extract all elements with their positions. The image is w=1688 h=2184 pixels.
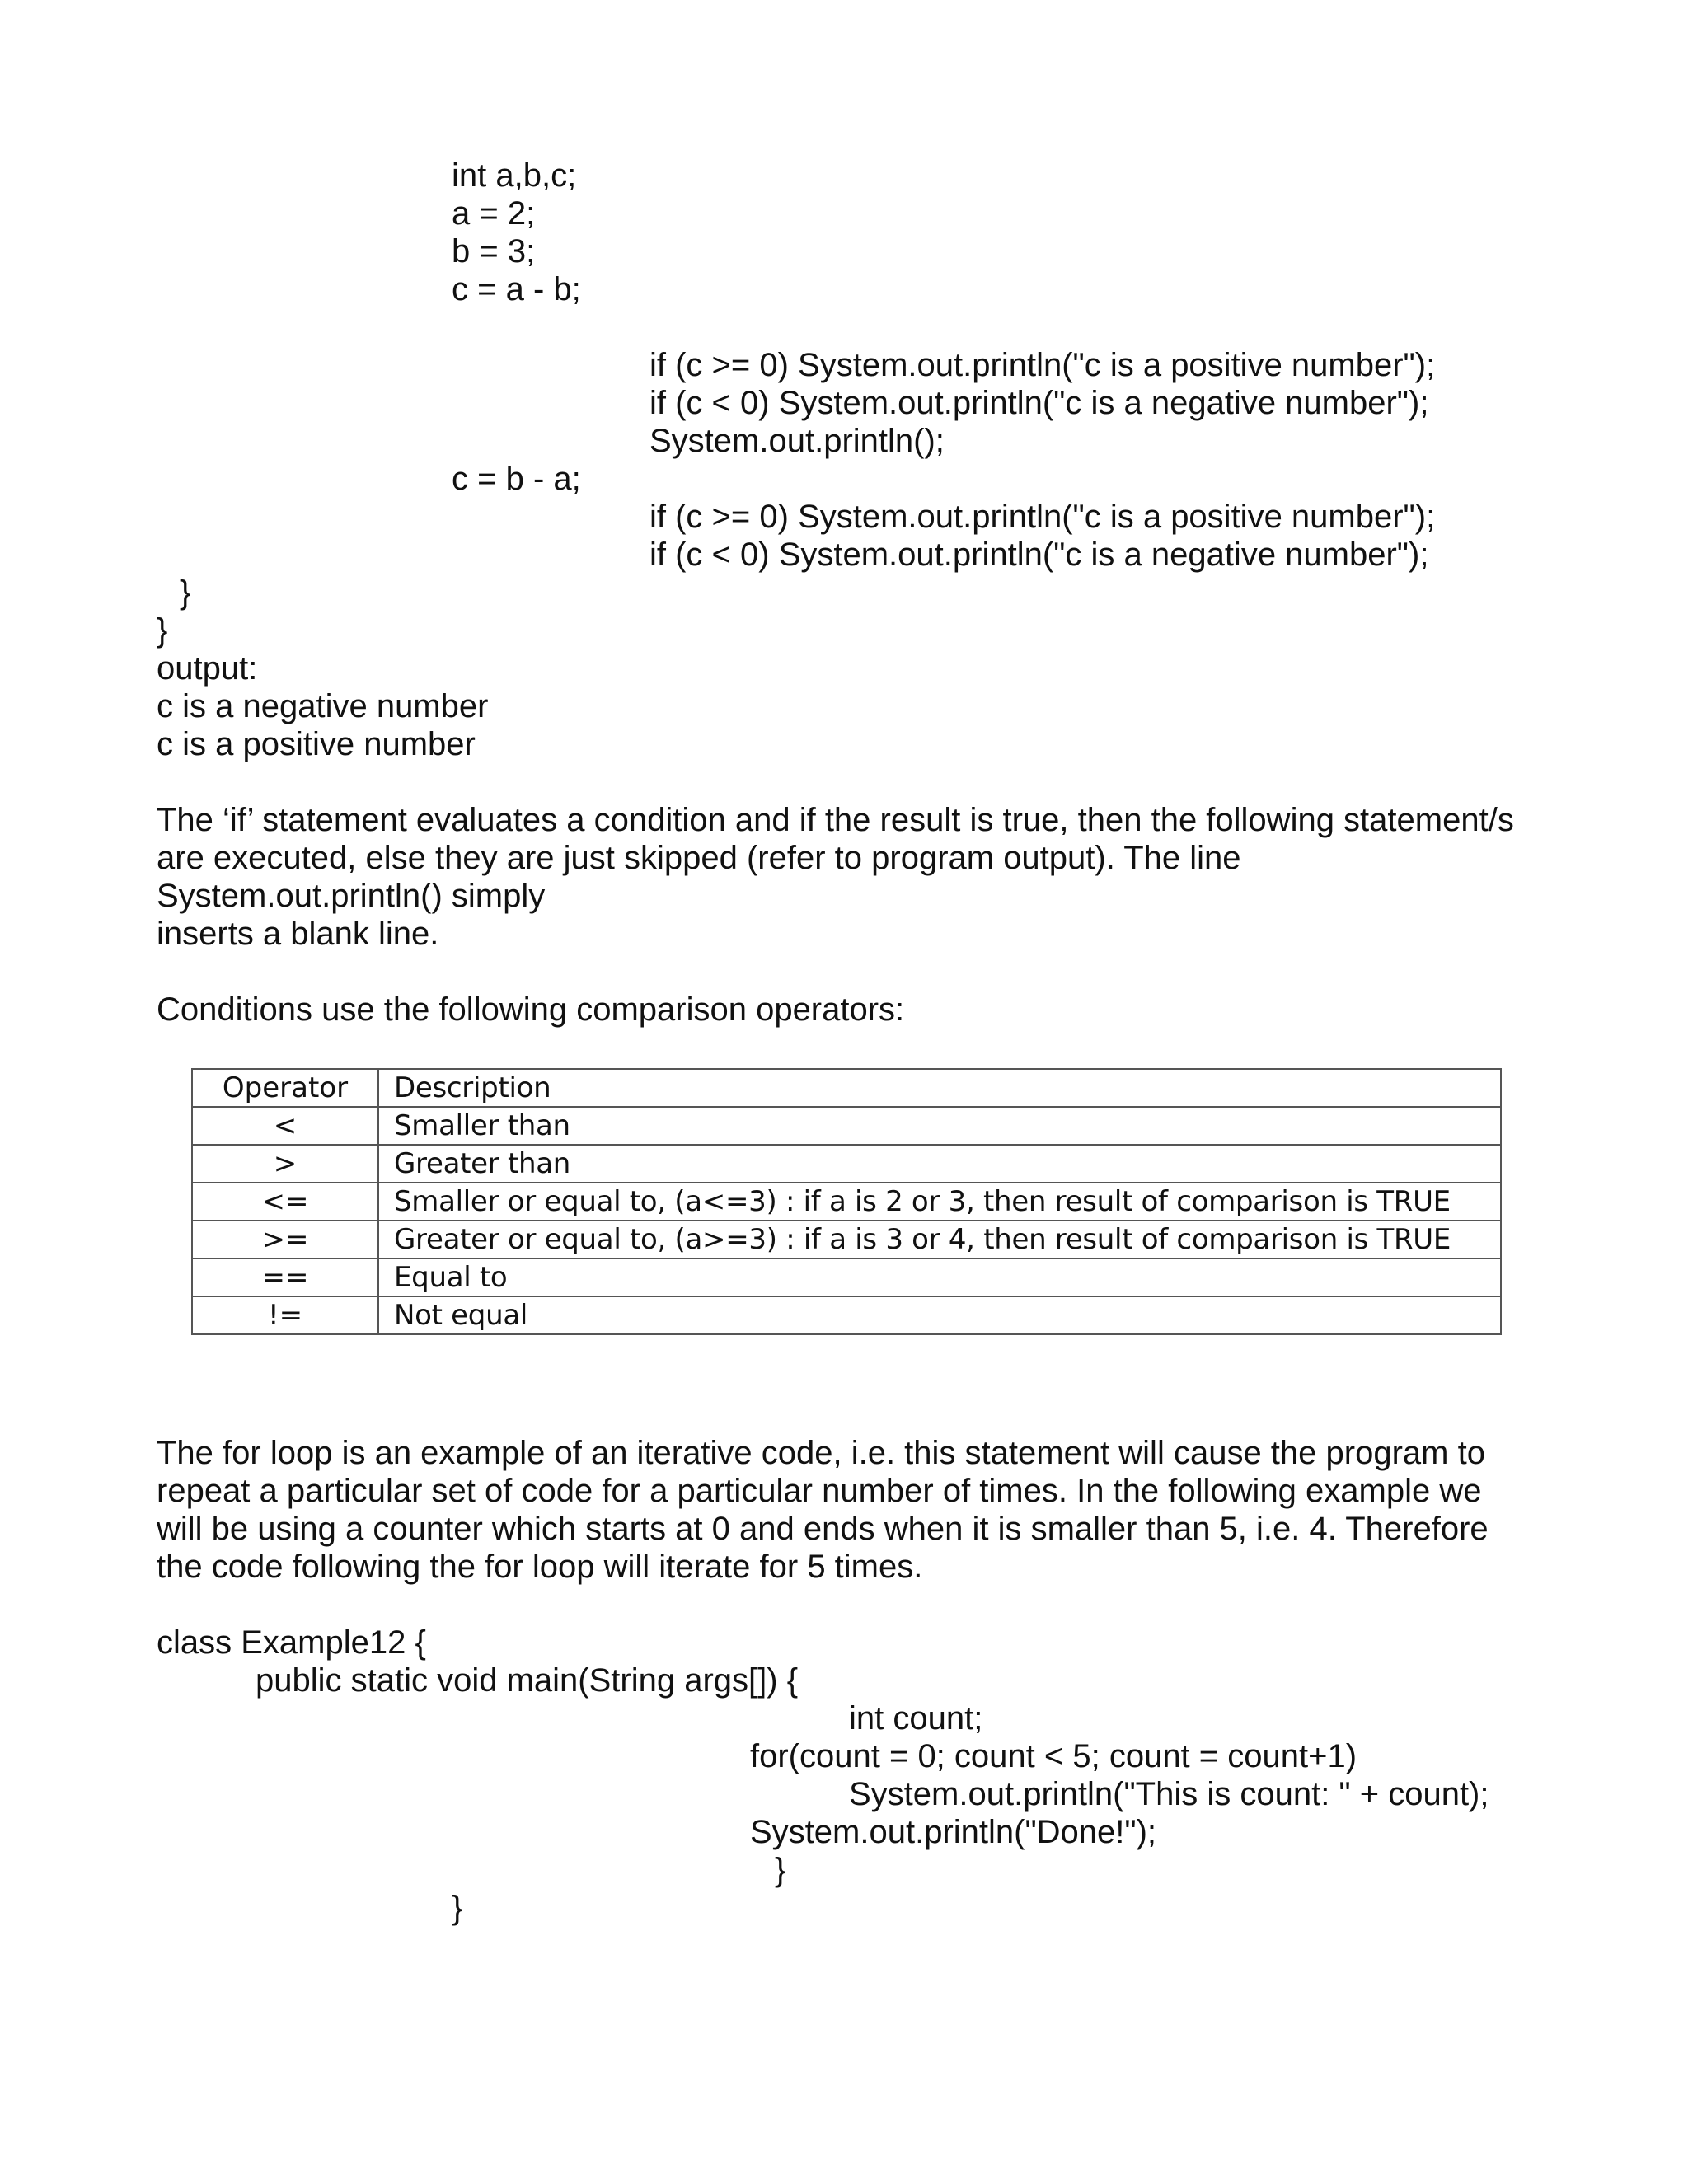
table-row	[192, 1145, 1501, 1183]
operators-intro: Conditions use the following comparison operators:	[157, 991, 905, 1028]
table-header-description: Description	[378, 1069, 1501, 1107]
table-row	[192, 1221, 1501, 1258]
code-line: }	[452, 1890, 463, 1926]
operator-cell: >	[192, 1145, 378, 1183]
paragraph-if	[157, 801, 1541, 953]
paragraph-line: The ‘if’ statement evaluates a condition and if the result is true, then the following statement/s	[157, 802, 1514, 838]
code-line: for(count = 0; count < 5; count = count+1)	[750, 1738, 1357, 1774]
output-label: output:	[157, 650, 258, 687]
table-row	[192, 1258, 1501, 1296]
code-line: c = a - b;	[452, 271, 581, 307]
code-line: a = 2;	[452, 195, 536, 232]
operator-cell: >=	[192, 1221, 378, 1258]
code-line: int a,b,c;	[452, 157, 577, 194]
operator-cell: ==	[192, 1258, 378, 1296]
output-line: c is a negative number	[157, 688, 489, 724]
code-line: }	[157, 612, 168, 649]
description-cell: Greater than	[378, 1145, 1501, 1183]
paragraph-line: the code following the for loop will iterate for 5 times.	[157, 1549, 923, 1585]
paragraph-line: will be using a counter which starts at 0 and ends when it is smaller than 5, i.e. 4. Therefore	[157, 1511, 1489, 1547]
table-header-row	[192, 1069, 1501, 1107]
description-cell: Equal to	[378, 1258, 1501, 1296]
code-line: if (c >= 0) System.out.println("c is a positive number");	[649, 499, 1436, 535]
code-line: System.out.println("Done!");	[750, 1814, 1157, 1850]
paragraph-line: The for loop is an example of an iterative code, i.e. this statement will cause the program to	[157, 1435, 1485, 1471]
operator-cell: <	[192, 1107, 378, 1145]
table-row	[192, 1107, 1501, 1145]
code-line: if (c >= 0) System.out.println("c is a positive number");	[649, 347, 1436, 383]
paragraph-for	[157, 1434, 1541, 1586]
code-line: c = b - a;	[452, 461, 581, 497]
code-line: public static void main(String args[]) {	[256, 1662, 799, 1699]
code-line: class Example12 {	[157, 1624, 426, 1661]
table-header-operator: Operator	[192, 1069, 378, 1107]
paragraph-line: inserts a blank line.	[157, 916, 439, 952]
code-line: System.out.println("This is count: " + count);	[849, 1776, 1489, 1812]
operator-table	[191, 1068, 1502, 1335]
description-cell: Not equal	[378, 1296, 1501, 1334]
code-line: if (c < 0) System.out.println("c is a negative number");	[649, 537, 1429, 573]
code-line: }	[775, 1852, 786, 1888]
output-line: c is a positive number	[157, 726, 476, 762]
operator-cell: !=	[192, 1296, 378, 1334]
table-row	[192, 1183, 1501, 1221]
description-cell: Smaller or equal to, (a<=3) : if a is 2 or 3, then result of comparison is TRUE	[378, 1183, 1501, 1221]
operator-cell: <=	[192, 1183, 378, 1221]
code-line: if (c < 0) System.out.println("c is a negative number");	[649, 385, 1429, 421]
code-line: int count;	[849, 1700, 983, 1736]
description-cell: Smaller than	[378, 1107, 1501, 1145]
code-line: }	[180, 574, 191, 611]
paragraph-line: System.out.println() simply	[157, 878, 546, 914]
paragraph-line: repeat a particular set of code for a particular number of times. In the following example we	[157, 1473, 1482, 1509]
code-line: System.out.println();	[649, 423, 945, 459]
code-line: b = 3;	[452, 233, 536, 269]
table-row	[192, 1296, 1501, 1334]
paragraph-line: are executed, else they are just skipped (refer to program output). The line	[157, 840, 1241, 876]
description-cell: Greater or equal to, (a>=3) : if a is 3 or 4, then result of comparison is TRUE	[378, 1221, 1501, 1258]
